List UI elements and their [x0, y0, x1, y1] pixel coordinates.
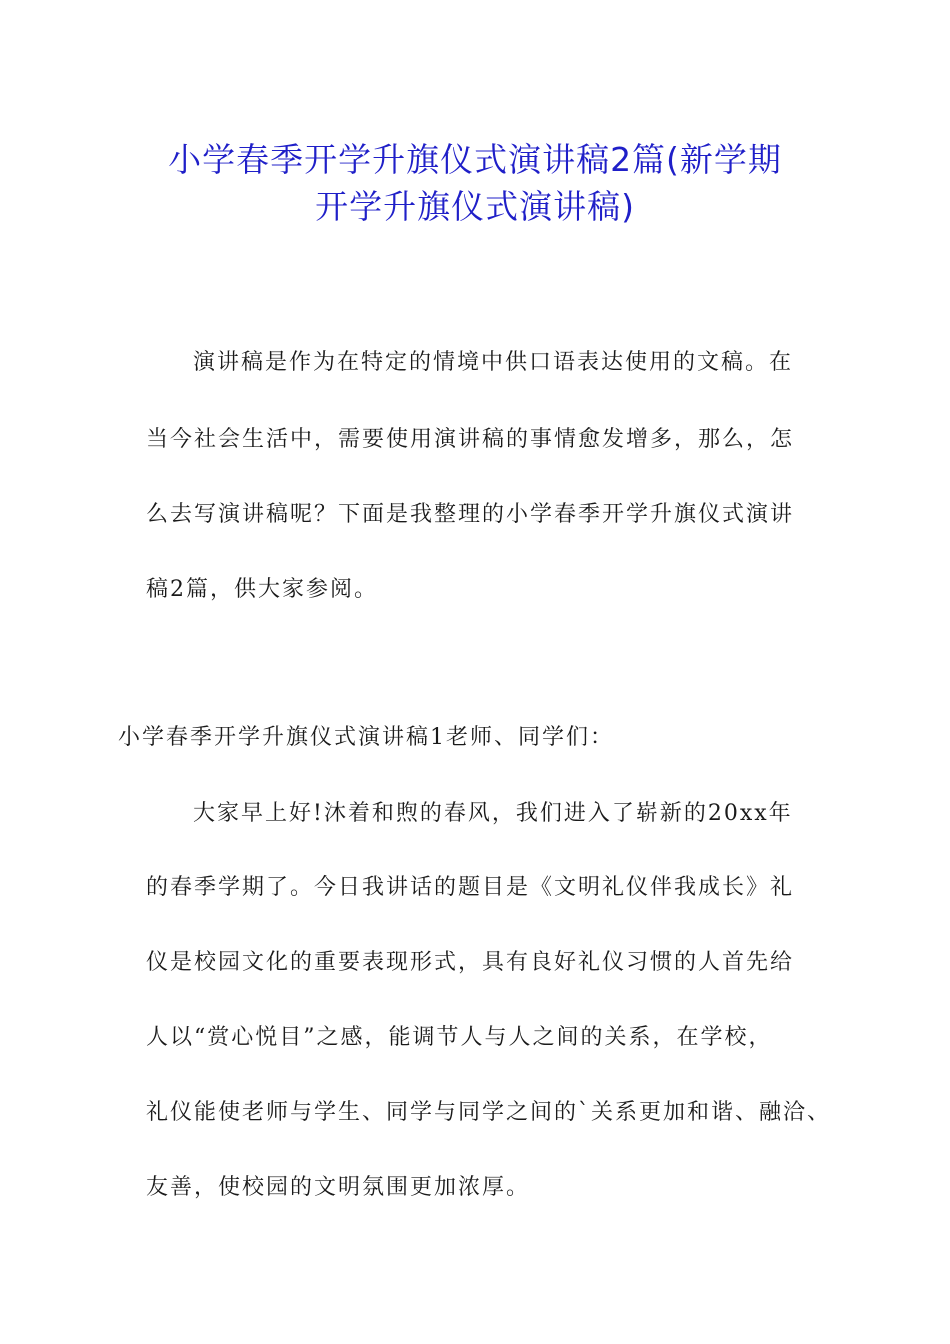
intro-line-1: 演讲稿是作为在特定的情境中供口语表达使用的文稿。在 — [193, 350, 794, 375]
section-heading: 小学春季开学升旗仪式演讲稿1老师、同学们： — [118, 725, 614, 750]
body-line-2: 的春季学期了。今日我讲话的题目是《文明礼仪伴我成长》礼 — [146, 875, 795, 900]
body-line-6: 友善，使校园的文明氛围更加浓厚。 — [146, 1175, 531, 1200]
intro-line-4: 稿2篇，供大家参阅。 — [146, 577, 378, 602]
body-line-4: 人以“赏心悦目”之感，能调节人与人之间的关系，在学校， — [146, 1025, 773, 1050]
body-line-5: 礼仪能使老师与学生、同学与同学之间的`关系更加和谐、融洽、 — [146, 1100, 832, 1125]
document-title-line-2: 开学升旗仪式演讲稿) — [315, 187, 635, 226]
body-line-3: 仪是校园文化的重要表现形式，具有良好礼仪习惯的人首先给 — [146, 950, 795, 975]
intro-line-2: 当今社会生活中，需要使用演讲稿的事情愈发增多，那么，怎 — [146, 427, 795, 452]
intro-line-3: 么去写演讲稿呢？下面是我整理的小学春季开学升旗仪式演讲 — [146, 502, 795, 527]
body-line-1: 大家早上好!沐着和煦的春风，我们进入了崭新的20xx年 — [193, 801, 793, 826]
document-title-line-1: 小学春季开学升旗仪式演讲稿2篇(新学期 — [168, 140, 782, 179]
